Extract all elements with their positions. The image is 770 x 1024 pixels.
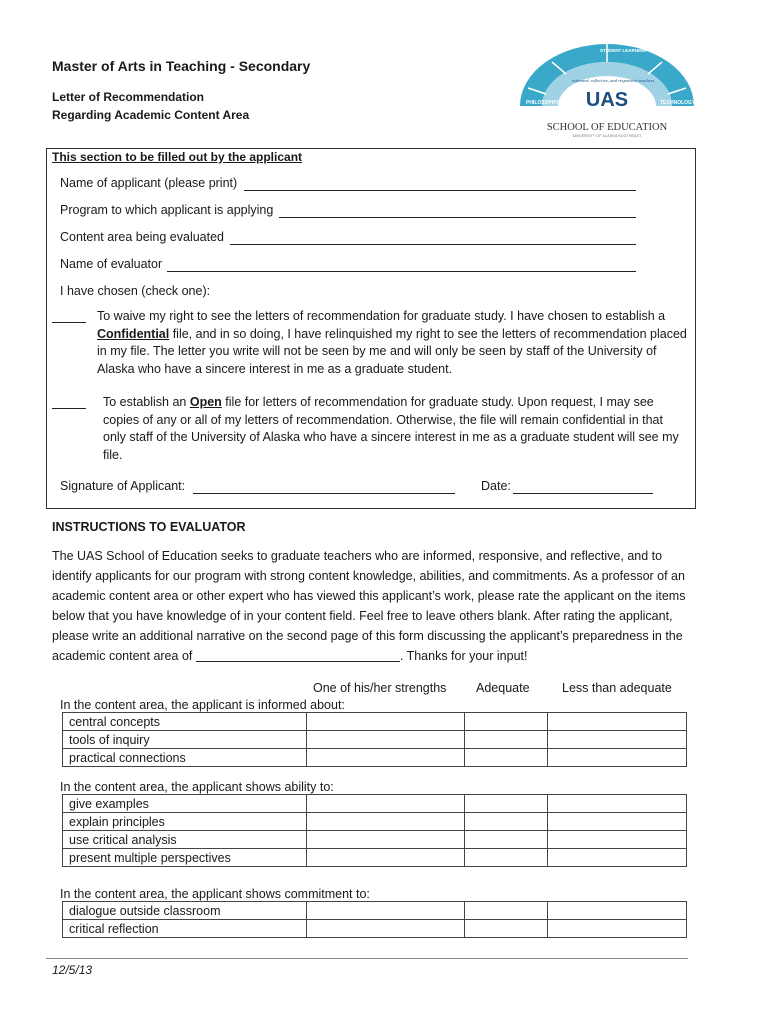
rating-table-ability xyxy=(62,794,687,867)
item-label: practical connections xyxy=(63,749,307,767)
item-label: dialogue outside classroom xyxy=(63,902,307,920)
rating-cell[interactable] xyxy=(307,713,465,731)
rating-cell[interactable] xyxy=(465,795,548,813)
program-field[interactable] xyxy=(279,217,636,218)
rating-cell[interactable] xyxy=(548,795,687,813)
logo-school-name: SCHOOL OF EDUCATION xyxy=(546,122,668,133)
rating-cell[interactable] xyxy=(307,920,465,938)
option-open-checkbox[interactable] xyxy=(52,408,86,409)
rating-cell[interactable] xyxy=(548,813,687,831)
item-label: central concepts xyxy=(63,713,307,731)
logo-segment-philosophy: PHILOSOPHY xyxy=(526,100,559,106)
group-ability-label: In the content area, the applicant shows ability to: xyxy=(60,780,334,794)
rating-cell[interactable] xyxy=(548,831,687,849)
date-label: Date: xyxy=(481,479,511,493)
content-area-label: Content area being evaluated xyxy=(60,230,225,244)
form-subtitle: Letter of Recommendation xyxy=(52,90,205,104)
program-label: Program to which applicant is applying xyxy=(60,203,274,217)
rating-cell[interactable] xyxy=(548,849,687,867)
item-label: present multiple perspectives xyxy=(63,849,307,867)
rating-cell[interactable] xyxy=(307,749,465,767)
rating-cell[interactable] xyxy=(307,831,465,849)
column-adequate: Adequate xyxy=(476,681,530,695)
logo-uas: UAS xyxy=(585,89,629,111)
logo-segment-student: STUDENT LEARNING xyxy=(600,48,646,53)
rating-cell[interactable] xyxy=(307,813,465,831)
rating-cell[interactable] xyxy=(465,831,548,849)
applicant-name-label: Name of applicant (please print) xyxy=(60,176,238,190)
rating-cell[interactable] xyxy=(548,920,687,938)
rating-cell[interactable] xyxy=(465,713,548,731)
option-confidential-text: To waive my right to see the letters of recommendation for graduate study. I have chosen to establish a Confidential file, and in so doing, I have relinquished my right to see the letters of recommendation placed in my file. The letter you write will not be seen by me and will only be seen by staff of the University of Alaska who have a sincere interest in me as a graduate student. xyxy=(97,309,687,376)
group-commitment-label: In the content area, the applicant shows commitment to: xyxy=(60,887,370,901)
logo-segment-technology: TECHNOLOGY xyxy=(660,100,696,106)
rating-table-informed xyxy=(62,712,687,767)
item-label: use critical analysis xyxy=(63,831,307,849)
option-confidential-checkbox[interactable] xyxy=(52,322,86,323)
rating-cell[interactable] xyxy=(465,902,548,920)
table-row xyxy=(63,731,687,749)
rating-cell[interactable] xyxy=(465,731,548,749)
footer-divider xyxy=(46,958,688,959)
group-informed-label: In the content area, the applicant is informed about: xyxy=(60,698,345,712)
signature-label: Signature of Applicant: xyxy=(60,479,186,493)
item-label: critical reflection xyxy=(63,920,307,938)
table-row xyxy=(63,813,687,831)
footer-date: 12/5/13 xyxy=(52,963,93,977)
rating-cell[interactable] xyxy=(548,713,687,731)
applicant-section-heading: This section to be filled out by the applicant xyxy=(52,150,303,164)
rating-table-commitment xyxy=(62,901,687,938)
rating-cell[interactable] xyxy=(548,749,687,767)
rating-cell[interactable] xyxy=(465,920,548,938)
rating-cell[interactable] xyxy=(548,731,687,749)
date-field[interactable] xyxy=(513,493,653,494)
table-row xyxy=(63,795,687,813)
logo-arc-text: informed, reflective, and responsive teachers xyxy=(572,78,655,83)
table-row xyxy=(63,849,687,867)
choose-label: I have chosen (check one): xyxy=(60,284,211,298)
page-title: Master of Arts in Teaching - Secondary xyxy=(52,58,311,74)
rating-cell[interactable] xyxy=(465,849,548,867)
item-label: give examples xyxy=(63,795,307,813)
content-area-blank[interactable] xyxy=(196,661,400,662)
table-row xyxy=(63,831,687,849)
evaluator-label: Name of evaluator xyxy=(60,257,163,271)
instructions-heading: INSTRUCTIONS TO EVALUATOR xyxy=(52,520,246,534)
rating-cell[interactable] xyxy=(465,749,548,767)
rating-cell[interactable] xyxy=(307,902,465,920)
signature-field[interactable] xyxy=(193,493,455,494)
rating-cell[interactable] xyxy=(548,902,687,920)
school-logo xyxy=(512,38,702,140)
applicant-name-field[interactable] xyxy=(244,190,636,191)
table-row xyxy=(63,902,687,920)
item-label: tools of inquiry xyxy=(63,731,307,749)
logo-tagline: UNIVERSITY OF ALASKA SOUTHEAST xyxy=(572,134,642,138)
content-area-field[interactable] xyxy=(230,244,636,245)
instructions-body: The UAS School of Education seeks to graduate teachers who are informed, responsive, and reflective, and to identify applicants for our program with strong content knowledge, abilities, and commitments. As a professor of an academic content area or other expert who has viewed this applicant’s work, please rate the applicant on the items below that you have knowledge of in your content field. Feel free to leave others blank. After rating the applicant, please write an additional narrative on the second page of this form discussing the applicant’s preparedness in the academic content area of . Thanks for your input! xyxy=(52,549,686,663)
form-subtitle-2: Regarding Academic Content Area xyxy=(52,108,250,122)
rating-cell[interactable] xyxy=(307,795,465,813)
item-label: explain principles xyxy=(63,813,307,831)
rating-cell[interactable] xyxy=(465,813,548,831)
table-row xyxy=(63,920,687,938)
rating-cell[interactable] xyxy=(307,731,465,749)
column-less-than-adequate: Less than adequate xyxy=(562,681,672,695)
rating-cell[interactable] xyxy=(307,849,465,867)
column-strengths: One of his/her strengths xyxy=(313,681,447,695)
table-row xyxy=(63,713,687,731)
table-row xyxy=(63,749,687,767)
option-open-text: To establish an Open file for letters of recommendation for graduate study. Upon request, I may see copies of any or all of my letters of recommendation. Otherwise, the file will remain confidential in that only staff of the University of Alaska who have a sincere interest in me as a graduate student will see my file. xyxy=(103,395,679,462)
evaluator-field[interactable] xyxy=(167,271,636,272)
